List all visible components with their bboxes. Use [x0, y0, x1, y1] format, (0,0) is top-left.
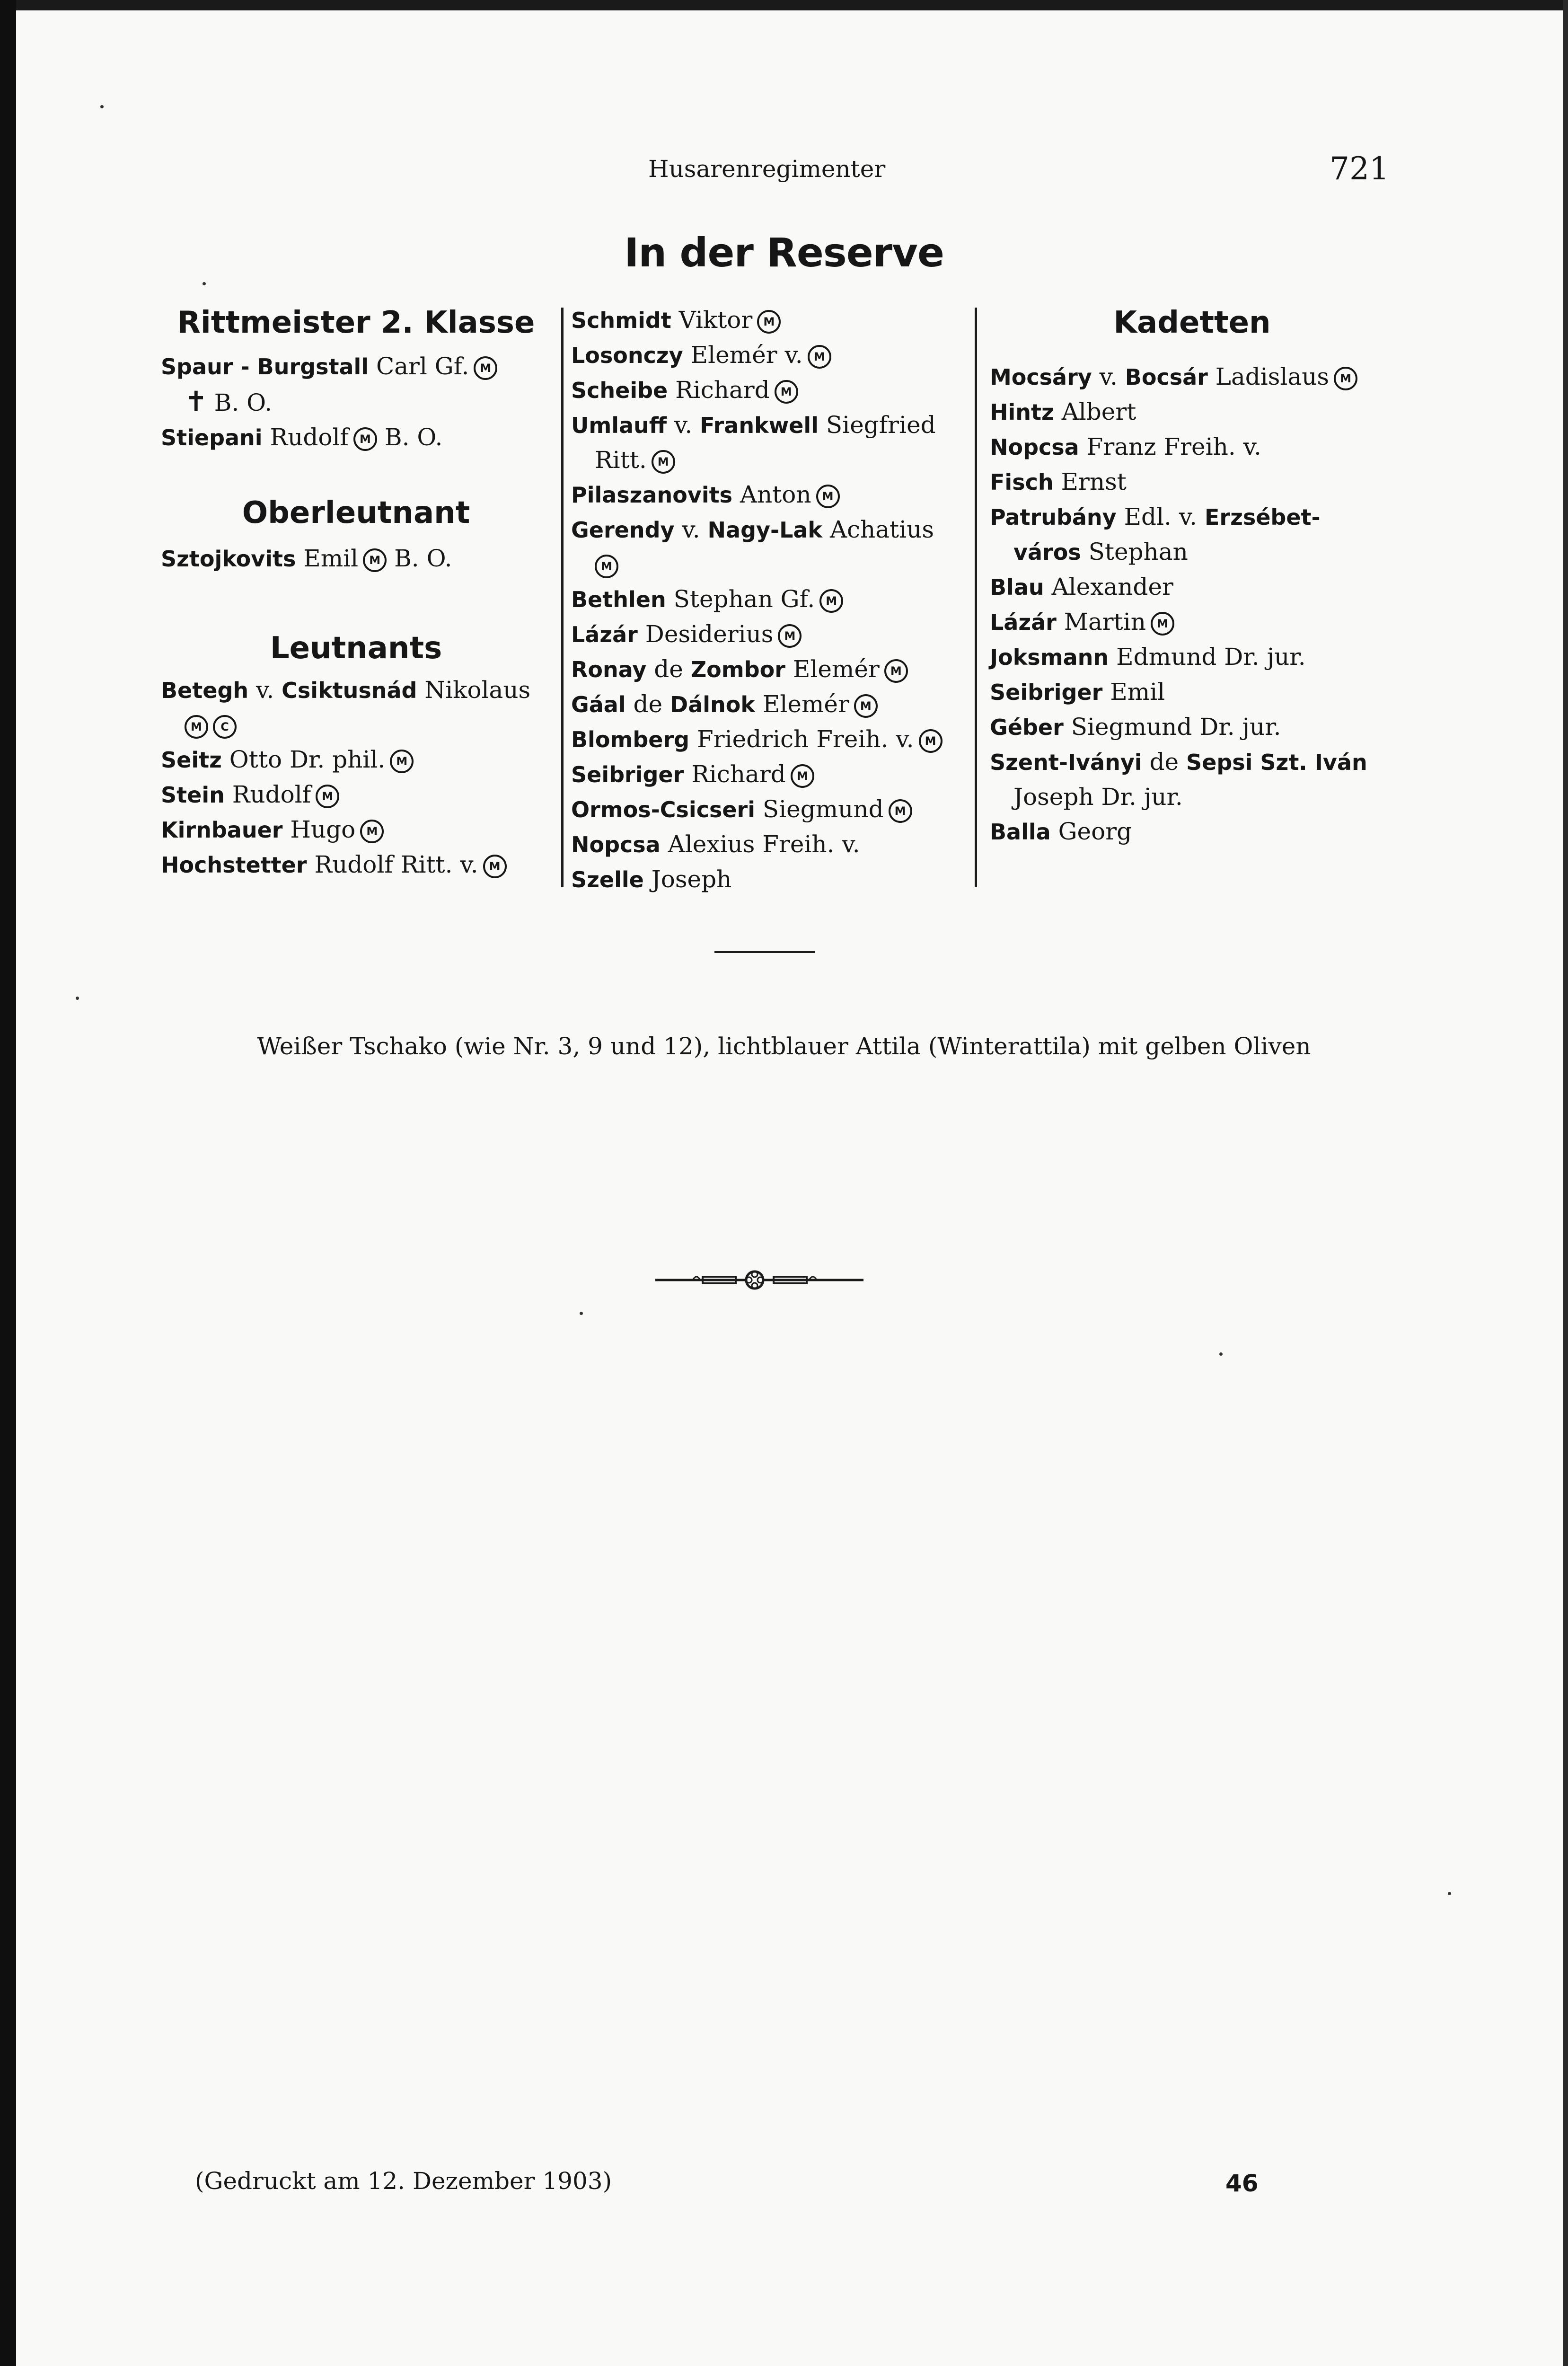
list-item: Szent-Iványi de Sepsi Szt. Iván	[990, 748, 1367, 776]
merit-mark-icon: M	[360, 820, 384, 843]
list-item: Spaur - Burgstall Carl Gf. M	[161, 349, 551, 384]
list-item: Ritt. M	[571, 443, 971, 477]
left-column	[161, 303, 551, 883]
merit-mark-icon: M	[778, 624, 802, 648]
list-item: Fisch Ernst	[990, 468, 1127, 495]
section-divider	[714, 951, 815, 953]
merit-mark-icon: M	[483, 855, 507, 878]
list-item: Seitz Otto Dr. phil. M	[161, 742, 551, 777]
merit-mark-icon: M	[363, 548, 387, 572]
list-item: Hochstetter Rudolf Ritt. v. M	[161, 848, 551, 883]
list-item: Ormos-Csicseri Siegmund M	[571, 792, 971, 827]
print-date: (Gedruckt am 12. Dezember 1903)	[195, 2167, 612, 2195]
right-column	[990, 303, 1394, 849]
page-number: 721	[1330, 150, 1389, 187]
merit-mark-icon: M	[775, 380, 798, 404]
list-item: Seibriger Richard M	[571, 757, 971, 792]
merit-mark-icon: M	[353, 427, 377, 451]
list-item: Joseph Dr. jur.	[1013, 783, 1183, 811]
middle-column	[571, 303, 971, 897]
merit-mark-icon: M	[889, 799, 912, 823]
list-item: Losonczy Elemér v. M	[571, 338, 971, 373]
list-item: Blomberg Friedrich Freih. v. M	[571, 722, 971, 757]
list-item	[161, 708, 551, 742]
scan-speck	[1219, 1352, 1223, 1356]
scan-speck	[76, 997, 79, 1000]
list-item: Patrubány Edl. v. Erzsébet-	[990, 503, 1321, 530]
list-item: Scheibe Richard M	[571, 373, 971, 408]
merit-mark-icon: M	[854, 694, 878, 718]
merit-mark-icon: M	[816, 485, 840, 508]
merit-mark-icon: M	[316, 785, 339, 808]
list-item: Blau Alexander	[990, 573, 1173, 600]
merit-mark-icon: M	[474, 356, 497, 380]
list-item: Kirnbauer Hugo M	[161, 812, 551, 848]
list-item: város Stephan	[1013, 538, 1188, 565]
scan-speck	[203, 282, 206, 285]
merit-mark-icon: M	[757, 310, 781, 334]
list-item: ✝ B. O.	[185, 385, 273, 417]
list-item: Nopcsa Franz Freih. v.	[990, 433, 1261, 460]
list-item: Schmidt Viktor M	[571, 303, 971, 338]
rank-heading: Oberleutnant	[242, 495, 470, 530]
rank-heading: Kadetten	[1113, 305, 1271, 340]
rank-heading: Leutnants	[270, 631, 442, 666]
scan-speck	[1448, 1892, 1451, 1895]
column-divider	[975, 308, 977, 887]
list-item: Gáal de Dálnok Elemér M	[571, 687, 971, 722]
list-item: Umlauff v. Frankwell Siegfried	[571, 411, 936, 439]
list-item: Betegh v. Csiktusnád Nikolaus	[161, 676, 531, 704]
list-item: Stiepani Rudolf M B. O.	[161, 424, 443, 451]
list-item: Seibriger Emil	[990, 678, 1165, 706]
list-item: Lázár Martin M	[990, 605, 1394, 640]
scan-border-top	[0, 0, 1568, 10]
scan-speck	[100, 105, 104, 108]
merit-mark-icon: M	[791, 764, 814, 788]
merit-mark-icon: M	[390, 750, 414, 773]
scan-border-left	[0, 0, 16, 2366]
list-item: Balla Georg	[990, 818, 1132, 845]
list-item: Sztojkovits Emil M B. O.	[161, 545, 452, 572]
merit-mark-icon: M	[819, 589, 843, 613]
ornament-divider-icon	[655, 1268, 863, 1292]
list-item: Géber Siegmund Dr. jur.	[990, 713, 1281, 741]
list-item: Pilaszanovits Anton M	[571, 477, 971, 512]
list-item: Joksmann Edmund Dr. jur.	[990, 643, 1306, 671]
cross-icon: ✝	[185, 385, 208, 417]
merit-mark-icon: M	[1334, 367, 1357, 390]
list-item: Nopcsa Alexius Freih. v.	[571, 830, 860, 858]
merit-mark-icon: M	[808, 345, 831, 369]
list-item: Ronay de Zombor Elemér M	[571, 652, 971, 687]
list-item: Bethlen Stephan Gf. M	[571, 582, 971, 617]
list-item: Szelle Joseph	[571, 865, 732, 893]
merit-mark-icon: M	[1151, 612, 1174, 636]
list-item: Gerendy v. Nagy-Lak Achatius	[571, 516, 934, 543]
merit-mark-icon: M	[652, 450, 675, 474]
section-title: In der Reserve	[624, 230, 944, 276]
merit-mark-icon: M	[884, 659, 908, 683]
c-mark-icon: C	[213, 715, 237, 739]
list-item: Mocsáry v. Bocsár Ladislaus M	[990, 360, 1394, 395]
running-header: Husarenregimenter	[648, 155, 886, 183]
list-item: Hintz Albert	[990, 398, 1136, 425]
merit-mark-icon: M	[919, 729, 943, 753]
list-item	[571, 547, 971, 582]
list-item: Stein Rudolf M	[161, 777, 551, 812]
scan-border-right	[1563, 0, 1568, 2366]
uniform-description: Weißer Tschako (wie Nr. 3, 9 und 12), lichtblauer Attila (Winterattila) mit gelben Oliven	[257, 1033, 1311, 1060]
scan-speck	[580, 1312, 583, 1315]
column-divider	[561, 308, 564, 887]
merit-mark-icon: M	[185, 715, 208, 739]
sheet-number: 46	[1225, 2170, 1259, 2197]
rank-heading: Rittmeister 2. Klasse	[177, 305, 535, 340]
list-item: Lázár Desiderius M	[571, 617, 971, 652]
merit-mark-icon: M	[595, 555, 618, 578]
